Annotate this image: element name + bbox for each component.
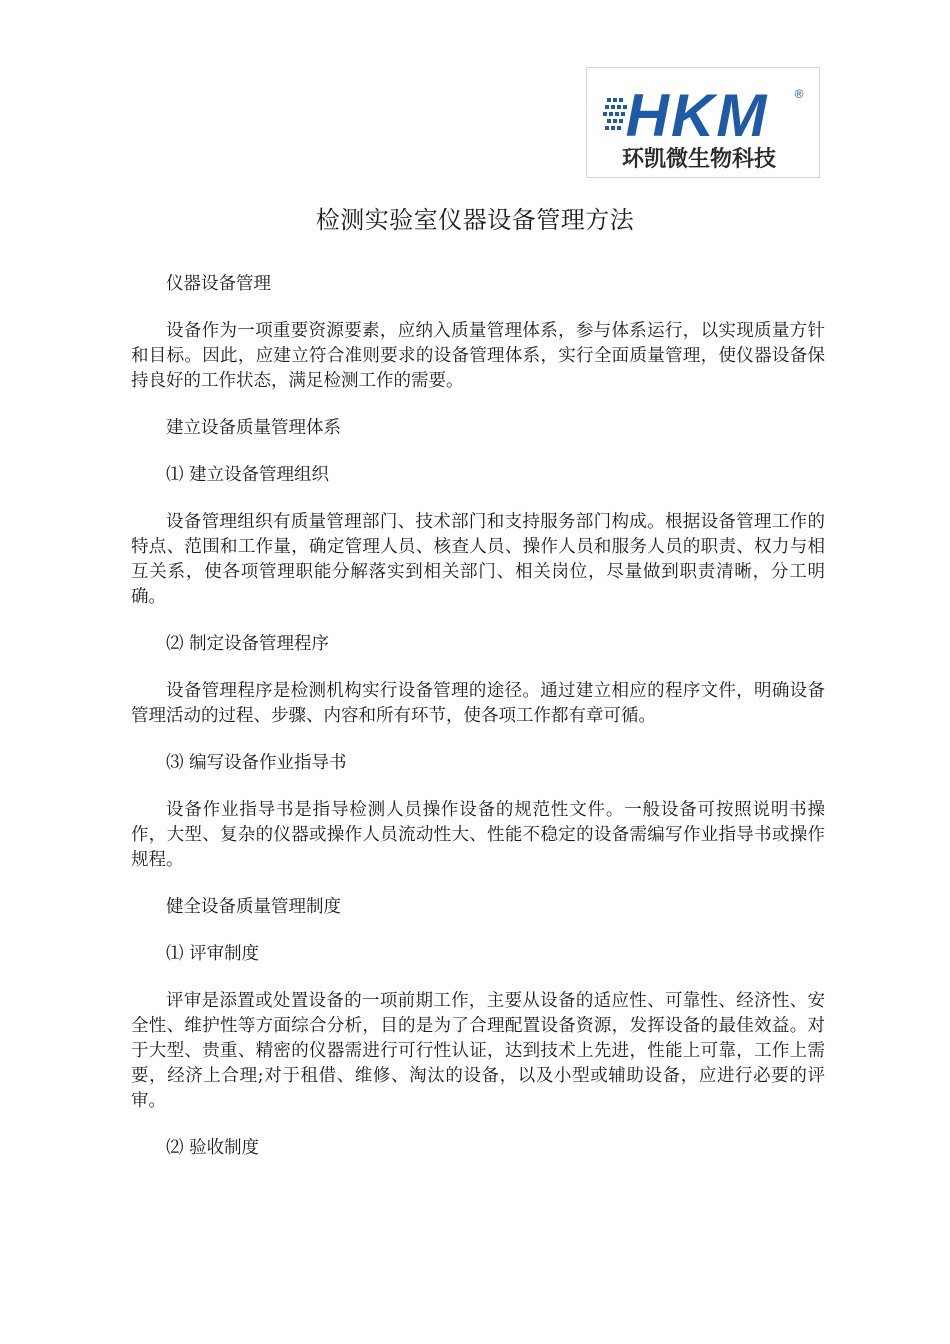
subsection-heading: ⑵ 验收制度 bbox=[166, 1138, 260, 1158]
subsection-heading: ⑵ 制定设备管理程序 bbox=[166, 634, 330, 654]
logo-graphic bbox=[587, 68, 819, 177]
subsection-heading: ⑴ 评审制度 bbox=[166, 944, 260, 964]
body-paragraph: 评审是添置或处置设备的一项前期工作，主要从设备的适应性、可靠性、经济性、安全性、维护性等方面综合分析，目的是为了合理配置设备资源，发挥设备的最佳效益。对于大型、贵重、精密的仪器需进行可行性认证，达到技术上先进，性能上可靠，工作上需要，经济上合理;对于租借、维修、淘汰的设备，以及小型或辅助设备，应进行必要的评审。 bbox=[131, 991, 825, 1111]
company-logo bbox=[586, 67, 820, 178]
section-heading: 健全设备质量管理制度 bbox=[166, 897, 341, 917]
document-title: 检测实验室仪器设备管理方法 bbox=[315, 206, 635, 234]
section-heading: 仪器设备管理 bbox=[166, 274, 271, 294]
document-body bbox=[131, 272, 825, 1183]
logo-brand-text: HKM bbox=[625, 82, 769, 149]
body-paragraph: 设备作为一项重要资源要素，应纳入质量管理体系，参与体系运行，以实现质量方针和目标。因此，应建立符合准则要求的设备管理体系，实行全面质量管理，使仪器设备保持良好的工作状态，满足检测工作的需要。 bbox=[131, 321, 825, 391]
body-paragraph: 设备管理组织有质量管理部门、技术部门和支持服务部门构成。根据设备管理工作的特点、范围和工作量，确定管理人员、核查人员、操作人员和服务人员的职责、权力与相互关系，使各项管理职能分解落实到相关部门、相关岗位，尽量做到职责清晰，分工明确。 bbox=[131, 512, 825, 607]
body-paragraph: 设备作业指导书是指导检测人员操作设备的规范性文件。一般设备可按照说明书操作，大型、复杂的仪器或操作人员流动性大、性能不稳定的设备需编写作业指导书或操作规程。 bbox=[131, 800, 825, 870]
section-heading: 建立设备质量管理体系 bbox=[166, 418, 341, 438]
logo-dot-pattern bbox=[603, 98, 627, 130]
body-paragraph: 设备管理程序是检测机构实行设备管理的途径。通过建立相应的程序文件，明确设备管理活动的过程、步骤、内容和所有环节，使各项工作都有章可循。 bbox=[131, 681, 825, 726]
registered-mark: ® bbox=[794, 87, 804, 101]
logo-company-name: 环凯微生物科技 bbox=[621, 147, 777, 172]
subsection-heading: ⑴ 建立设备管理组织 bbox=[166, 465, 330, 485]
subsection-heading: ⑶ 编写设备作业指导书 bbox=[166, 753, 347, 773]
